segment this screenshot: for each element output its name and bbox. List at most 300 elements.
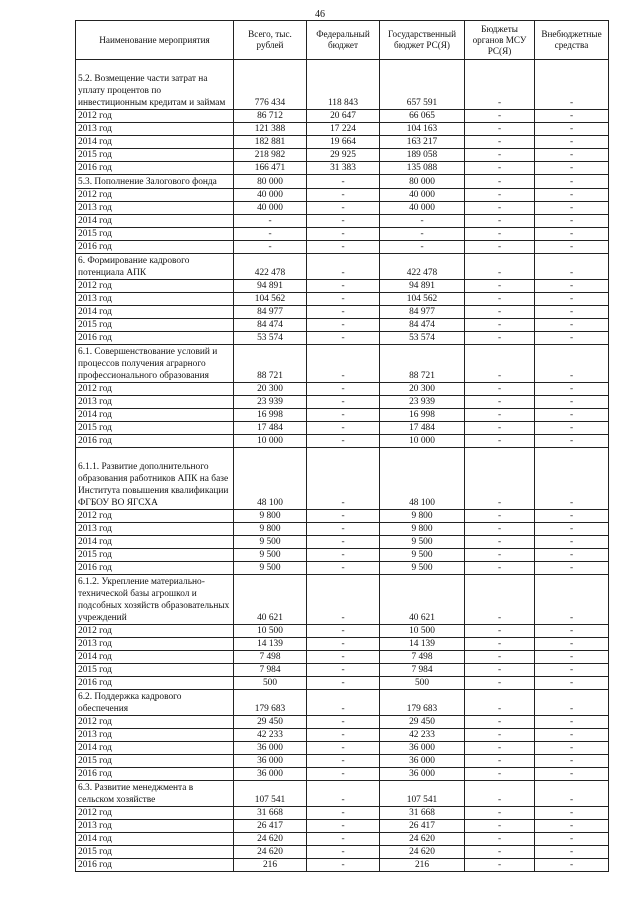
section-row: [76, 690, 609, 716]
cell-state: 9 800: [380, 510, 465, 523]
cell-municipal: -: [465, 575, 535, 625]
cell-name: 6.3. Развитие менеджмента в сельском хозяйстве: [76, 781, 234, 807]
cell-total: 48 100: [234, 448, 307, 510]
budget-table: [75, 20, 609, 872]
cell-federal: -: [307, 448, 380, 510]
cell-extra: -: [535, 846, 609, 859]
cell-total: 24 620: [234, 833, 307, 846]
cell-federal: -: [307, 435, 380, 448]
cell-municipal: -: [465, 807, 535, 820]
cell-extra: -: [535, 149, 609, 162]
cell-municipal: -: [465, 435, 535, 448]
cell-total: 17 484: [234, 422, 307, 435]
cell-extra: -: [535, 549, 609, 562]
year-row: [76, 523, 609, 536]
cell-name: 2016 год: [76, 562, 234, 575]
cell-total: 36 000: [234, 755, 307, 768]
year-row: [76, 510, 609, 523]
year-row: [76, 755, 609, 768]
year-row: [76, 807, 609, 820]
cell-federal: -: [307, 846, 380, 859]
cell-municipal: -: [465, 123, 535, 136]
cell-total: 422 478: [234, 254, 307, 280]
cell-extra: -: [535, 742, 609, 755]
cell-extra: -: [535, 293, 609, 306]
cell-name: 2012 год: [76, 716, 234, 729]
section-row: [76, 175, 609, 189]
cell-name: 2014 год: [76, 136, 234, 149]
cell-federal: 29 925: [307, 149, 380, 162]
cell-name: 2013 год: [76, 293, 234, 306]
cell-state: 179 683: [380, 690, 465, 716]
cell-name: 2015 год: [76, 755, 234, 768]
cell-extra: -: [535, 807, 609, 820]
cell-federal: -: [307, 293, 380, 306]
cell-name: 2013 год: [76, 638, 234, 651]
cell-extra: -: [535, 536, 609, 549]
cell-federal: -: [307, 638, 380, 651]
cell-municipal: -: [465, 859, 535, 872]
cell-state: 88 721: [380, 345, 465, 383]
cell-federal: -: [307, 677, 380, 690]
cell-federal: -: [307, 729, 380, 742]
cell-federal: -: [307, 781, 380, 807]
cell-federal: -: [307, 228, 380, 241]
cell-name: 2014 год: [76, 409, 234, 422]
cell-federal: -: [307, 549, 380, 562]
cell-name: 2014 год: [76, 742, 234, 755]
cell-extra: -: [535, 162, 609, 175]
cell-name: 2013 год: [76, 396, 234, 409]
cell-name: 2016 год: [76, 768, 234, 781]
header-extra: Внебюджетные средства: [535, 21, 609, 60]
cell-municipal: -: [465, 162, 535, 175]
cell-total: 86 712: [234, 110, 307, 123]
cell-federal: -: [307, 625, 380, 638]
cell-extra: -: [535, 396, 609, 409]
cell-municipal: -: [465, 241, 535, 254]
cell-state: 10 500: [380, 625, 465, 638]
year-row: [76, 202, 609, 215]
cell-federal: -: [307, 833, 380, 846]
cell-state: 42 233: [380, 729, 465, 742]
cell-extra: -: [535, 306, 609, 319]
cell-state: 84 474: [380, 319, 465, 332]
cell-name: 2015 год: [76, 149, 234, 162]
cell-municipal: -: [465, 409, 535, 422]
cell-extra: -: [535, 833, 609, 846]
cell-state: 36 000: [380, 755, 465, 768]
cell-extra: -: [535, 215, 609, 228]
year-row: [76, 228, 609, 241]
cell-total: 26 417: [234, 820, 307, 833]
year-row: [76, 651, 609, 664]
cell-extra: -: [535, 575, 609, 625]
cell-name: 2013 год: [76, 123, 234, 136]
cell-extra: -: [535, 422, 609, 435]
cell-total: 53 574: [234, 332, 307, 345]
cell-municipal: -: [465, 110, 535, 123]
cell-name: 2012 год: [76, 383, 234, 396]
section-row: [76, 781, 609, 807]
cell-state: 422 478: [380, 254, 465, 280]
year-row: [76, 409, 609, 422]
cell-name: 2015 год: [76, 664, 234, 677]
cell-name: 2014 год: [76, 536, 234, 549]
cell-total: 40 621: [234, 575, 307, 625]
cell-total: 216: [234, 859, 307, 872]
cell-municipal: -: [465, 781, 535, 807]
year-row: [76, 625, 609, 638]
cell-state: 7 984: [380, 664, 465, 677]
cell-total: 166 471: [234, 162, 307, 175]
year-row: [76, 664, 609, 677]
cell-total: 23 939: [234, 396, 307, 409]
cell-extra: -: [535, 175, 609, 189]
year-row: [76, 293, 609, 306]
cell-municipal: -: [465, 448, 535, 510]
cell-name: 2016 год: [76, 859, 234, 872]
cell-name: 2014 год: [76, 306, 234, 319]
cell-total: 182 881: [234, 136, 307, 149]
year-row: [76, 149, 609, 162]
cell-total: 776 434: [234, 60, 307, 110]
cell-total: -: [234, 215, 307, 228]
cell-municipal: -: [465, 523, 535, 536]
cell-federal: -: [307, 345, 380, 383]
year-row: [76, 332, 609, 345]
year-row: [76, 716, 609, 729]
cell-federal: -: [307, 807, 380, 820]
cell-extra: -: [535, 110, 609, 123]
cell-state: 9 500: [380, 549, 465, 562]
cell-federal: -: [307, 241, 380, 254]
cell-total: 179 683: [234, 690, 307, 716]
cell-name: 2015 год: [76, 422, 234, 435]
cell-state: 29 450: [380, 716, 465, 729]
header-name: Наименование мероприятия: [76, 21, 234, 60]
cell-total: 9 500: [234, 562, 307, 575]
cell-municipal: -: [465, 677, 535, 690]
year-row: [76, 189, 609, 202]
cell-municipal: -: [465, 846, 535, 859]
cell-name: 2013 год: [76, 523, 234, 536]
cell-state: 163 217: [380, 136, 465, 149]
cell-municipal: -: [465, 345, 535, 383]
year-row: [76, 383, 609, 396]
section-row: [76, 345, 609, 383]
cell-total: 9 800: [234, 523, 307, 536]
cell-municipal: -: [465, 189, 535, 202]
year-row: [76, 422, 609, 435]
cell-name: 2015 год: [76, 319, 234, 332]
cell-federal: 31 383: [307, 162, 380, 175]
cell-name: 2015 год: [76, 846, 234, 859]
cell-state: 84 977: [380, 306, 465, 319]
cell-federal: -: [307, 768, 380, 781]
year-row: [76, 123, 609, 136]
cell-total: 29 450: [234, 716, 307, 729]
cell-total: 121 388: [234, 123, 307, 136]
cell-municipal: -: [465, 768, 535, 781]
cell-federal: -: [307, 664, 380, 677]
cell-total: 104 562: [234, 293, 307, 306]
cell-name: 2012 год: [76, 625, 234, 638]
cell-federal: -: [307, 755, 380, 768]
cell-name: 2012 год: [76, 110, 234, 123]
cell-municipal: -: [465, 215, 535, 228]
cell-federal: -: [307, 319, 380, 332]
cell-state: 135 088: [380, 162, 465, 175]
cell-state: 657 591: [380, 60, 465, 110]
cell-state: 9 500: [380, 562, 465, 575]
cell-extra: -: [535, 409, 609, 422]
section-row: [76, 60, 609, 110]
cell-municipal: -: [465, 716, 535, 729]
cell-federal: -: [307, 254, 380, 280]
cell-state: 7 498: [380, 651, 465, 664]
cell-name: 5.3. Пополнение Залогового фонда: [76, 175, 234, 189]
cell-state: 80 000: [380, 175, 465, 189]
cell-state: 36 000: [380, 742, 465, 755]
cell-federal: -: [307, 202, 380, 215]
cell-state: 17 484: [380, 422, 465, 435]
cell-federal: -: [307, 422, 380, 435]
cell-state: 31 668: [380, 807, 465, 820]
cell-municipal: -: [465, 536, 535, 549]
cell-state: 24 620: [380, 846, 465, 859]
cell-municipal: -: [465, 60, 535, 110]
cell-state: 20 300: [380, 383, 465, 396]
year-row: [76, 549, 609, 562]
year-row: [76, 306, 609, 319]
cell-federal: 17 224: [307, 123, 380, 136]
cell-federal: 118 843: [307, 60, 380, 110]
cell-municipal: -: [465, 136, 535, 149]
cell-total: -: [234, 228, 307, 241]
cell-total: 9 500: [234, 549, 307, 562]
year-row: [76, 562, 609, 575]
cell-total: 10 500: [234, 625, 307, 638]
cell-extra: -: [535, 690, 609, 716]
cell-federal: -: [307, 175, 380, 189]
year-row: [76, 768, 609, 781]
cell-federal: -: [307, 820, 380, 833]
cell-state: 9 800: [380, 523, 465, 536]
cell-federal: -: [307, 690, 380, 716]
cell-municipal: -: [465, 280, 535, 293]
cell-municipal: -: [465, 729, 535, 742]
cell-municipal: -: [465, 833, 535, 846]
cell-total: 36 000: [234, 768, 307, 781]
section-row: [76, 448, 609, 510]
cell-total: 16 998: [234, 409, 307, 422]
cell-state: 14 139: [380, 638, 465, 651]
cell-federal: -: [307, 651, 380, 664]
cell-name: 2013 год: [76, 729, 234, 742]
cell-extra: -: [535, 280, 609, 293]
cell-extra: -: [535, 448, 609, 510]
cell-name: 2012 год: [76, 280, 234, 293]
cell-name: 5.2. Возмещение части затрат на уплату процентов по инвестиционным кредитам и займам: [76, 60, 234, 110]
cell-extra: -: [535, 523, 609, 536]
cell-municipal: -: [465, 664, 535, 677]
cell-name: 2014 год: [76, 833, 234, 846]
cell-name: 6.1.2. Укрепление материально-технической базы агрошкол и подсобных хозяйств образовательных учреждений: [76, 575, 234, 625]
header-municipal: Бюджеты органов МСУ РС(Я): [465, 21, 535, 60]
cell-name: 2012 год: [76, 807, 234, 820]
cell-name: 2016 год: [76, 332, 234, 345]
year-row: [76, 319, 609, 332]
table-body: [76, 60, 609, 872]
cell-total: 31 668: [234, 807, 307, 820]
cell-municipal: -: [465, 625, 535, 638]
cell-total: 40 000: [234, 202, 307, 215]
year-row: [76, 833, 609, 846]
cell-extra: -: [535, 228, 609, 241]
cell-extra: -: [535, 651, 609, 664]
cell-extra: -: [535, 383, 609, 396]
section-row: [76, 254, 609, 280]
cell-state: 189 058: [380, 149, 465, 162]
year-row: [76, 729, 609, 742]
cell-extra: -: [535, 510, 609, 523]
cell-name: 2013 год: [76, 202, 234, 215]
cell-extra: -: [535, 60, 609, 110]
cell-name: 6.1.1. Развитие дополнительного образования работников АПК на базе Института повышения квалификации ФГБОУ ВО ЯГСХА: [76, 448, 234, 510]
cell-federal: -: [307, 523, 380, 536]
cell-state: 104 562: [380, 293, 465, 306]
year-row: [76, 110, 609, 123]
page-number: 46: [315, 9, 325, 20]
cell-municipal: -: [465, 319, 535, 332]
cell-municipal: -: [465, 175, 535, 189]
cell-name: 2016 год: [76, 677, 234, 690]
cell-name: 2012 год: [76, 510, 234, 523]
cell-state: 40 000: [380, 189, 465, 202]
year-row: [76, 859, 609, 872]
cell-total: 107 541: [234, 781, 307, 807]
year-row: [76, 536, 609, 549]
cell-extra: -: [535, 664, 609, 677]
cell-municipal: -: [465, 396, 535, 409]
cell-name: 2016 год: [76, 435, 234, 448]
cell-state: -: [380, 241, 465, 254]
cell-name: 2016 год: [76, 241, 234, 254]
cell-state: 16 998: [380, 409, 465, 422]
cell-federal: -: [307, 859, 380, 872]
cell-extra: -: [535, 729, 609, 742]
cell-extra: -: [535, 254, 609, 280]
cell-state: 66 065: [380, 110, 465, 123]
cell-federal: -: [307, 536, 380, 549]
cell-federal: -: [307, 280, 380, 293]
cell-federal: -: [307, 396, 380, 409]
cell-total: 88 721: [234, 345, 307, 383]
cell-state: 26 417: [380, 820, 465, 833]
year-row: [76, 435, 609, 448]
cell-municipal: -: [465, 510, 535, 523]
cell-extra: -: [535, 755, 609, 768]
cell-state: 23 939: [380, 396, 465, 409]
cell-total: 40 000: [234, 189, 307, 202]
cell-state: 10 000: [380, 435, 465, 448]
header-federal: Федеральный бюджет: [307, 21, 380, 60]
year-row: [76, 846, 609, 859]
cell-municipal: -: [465, 742, 535, 755]
cell-federal: -: [307, 215, 380, 228]
cell-extra: -: [535, 241, 609, 254]
cell-total: -: [234, 241, 307, 254]
cell-federal: 20 647: [307, 110, 380, 123]
cell-total: 84 977: [234, 306, 307, 319]
cell-municipal: -: [465, 422, 535, 435]
cell-total: 9 800: [234, 510, 307, 523]
cell-name: 6.2. Поддержка кадрового обеспечения: [76, 690, 234, 716]
cell-federal: -: [307, 716, 380, 729]
section-row: [76, 575, 609, 625]
cell-state: -: [380, 215, 465, 228]
cell-total: 14 139: [234, 638, 307, 651]
year-row: [76, 136, 609, 149]
cell-extra: -: [535, 638, 609, 651]
cell-federal: -: [307, 742, 380, 755]
year-row: [76, 241, 609, 254]
cell-total: 36 000: [234, 742, 307, 755]
cell-municipal: -: [465, 254, 535, 280]
cell-total: 24 620: [234, 846, 307, 859]
cell-municipal: -: [465, 383, 535, 396]
cell-extra: -: [535, 716, 609, 729]
cell-extra: -: [535, 123, 609, 136]
cell-total: 500: [234, 677, 307, 690]
header-state: Государственный бюджет РС(Я): [380, 21, 465, 60]
cell-name: 6. Формирование кадрового потенциала АПК: [76, 254, 234, 280]
cell-extra: -: [535, 202, 609, 215]
cell-extra: -: [535, 768, 609, 781]
cell-extra: -: [535, 345, 609, 383]
cell-state: 48 100: [380, 448, 465, 510]
cell-name: 2012 год: [76, 189, 234, 202]
cell-municipal: -: [465, 755, 535, 768]
cell-total: 7 498: [234, 651, 307, 664]
cell-name: 2015 год: [76, 228, 234, 241]
cell-state: 40 000: [380, 202, 465, 215]
cell-municipal: -: [465, 202, 535, 215]
cell-extra: -: [535, 677, 609, 690]
cell-municipal: -: [465, 149, 535, 162]
cell-extra: -: [535, 136, 609, 149]
cell-federal: -: [307, 189, 380, 202]
cell-municipal: -: [465, 562, 535, 575]
year-row: [76, 396, 609, 409]
cell-federal: -: [307, 332, 380, 345]
cell-total: 218 982: [234, 149, 307, 162]
cell-municipal: -: [465, 306, 535, 319]
cell-extra: -: [535, 781, 609, 807]
cell-state: 500: [380, 677, 465, 690]
cell-federal: -: [307, 409, 380, 422]
cell-state: 24 620: [380, 833, 465, 846]
header-total: Всего, тыс. рублей: [234, 21, 307, 60]
year-row: [76, 280, 609, 293]
cell-federal: -: [307, 575, 380, 625]
cell-total: 84 474: [234, 319, 307, 332]
cell-state: -: [380, 228, 465, 241]
cell-extra: -: [535, 435, 609, 448]
cell-total: 10 000: [234, 435, 307, 448]
year-row: [76, 162, 609, 175]
